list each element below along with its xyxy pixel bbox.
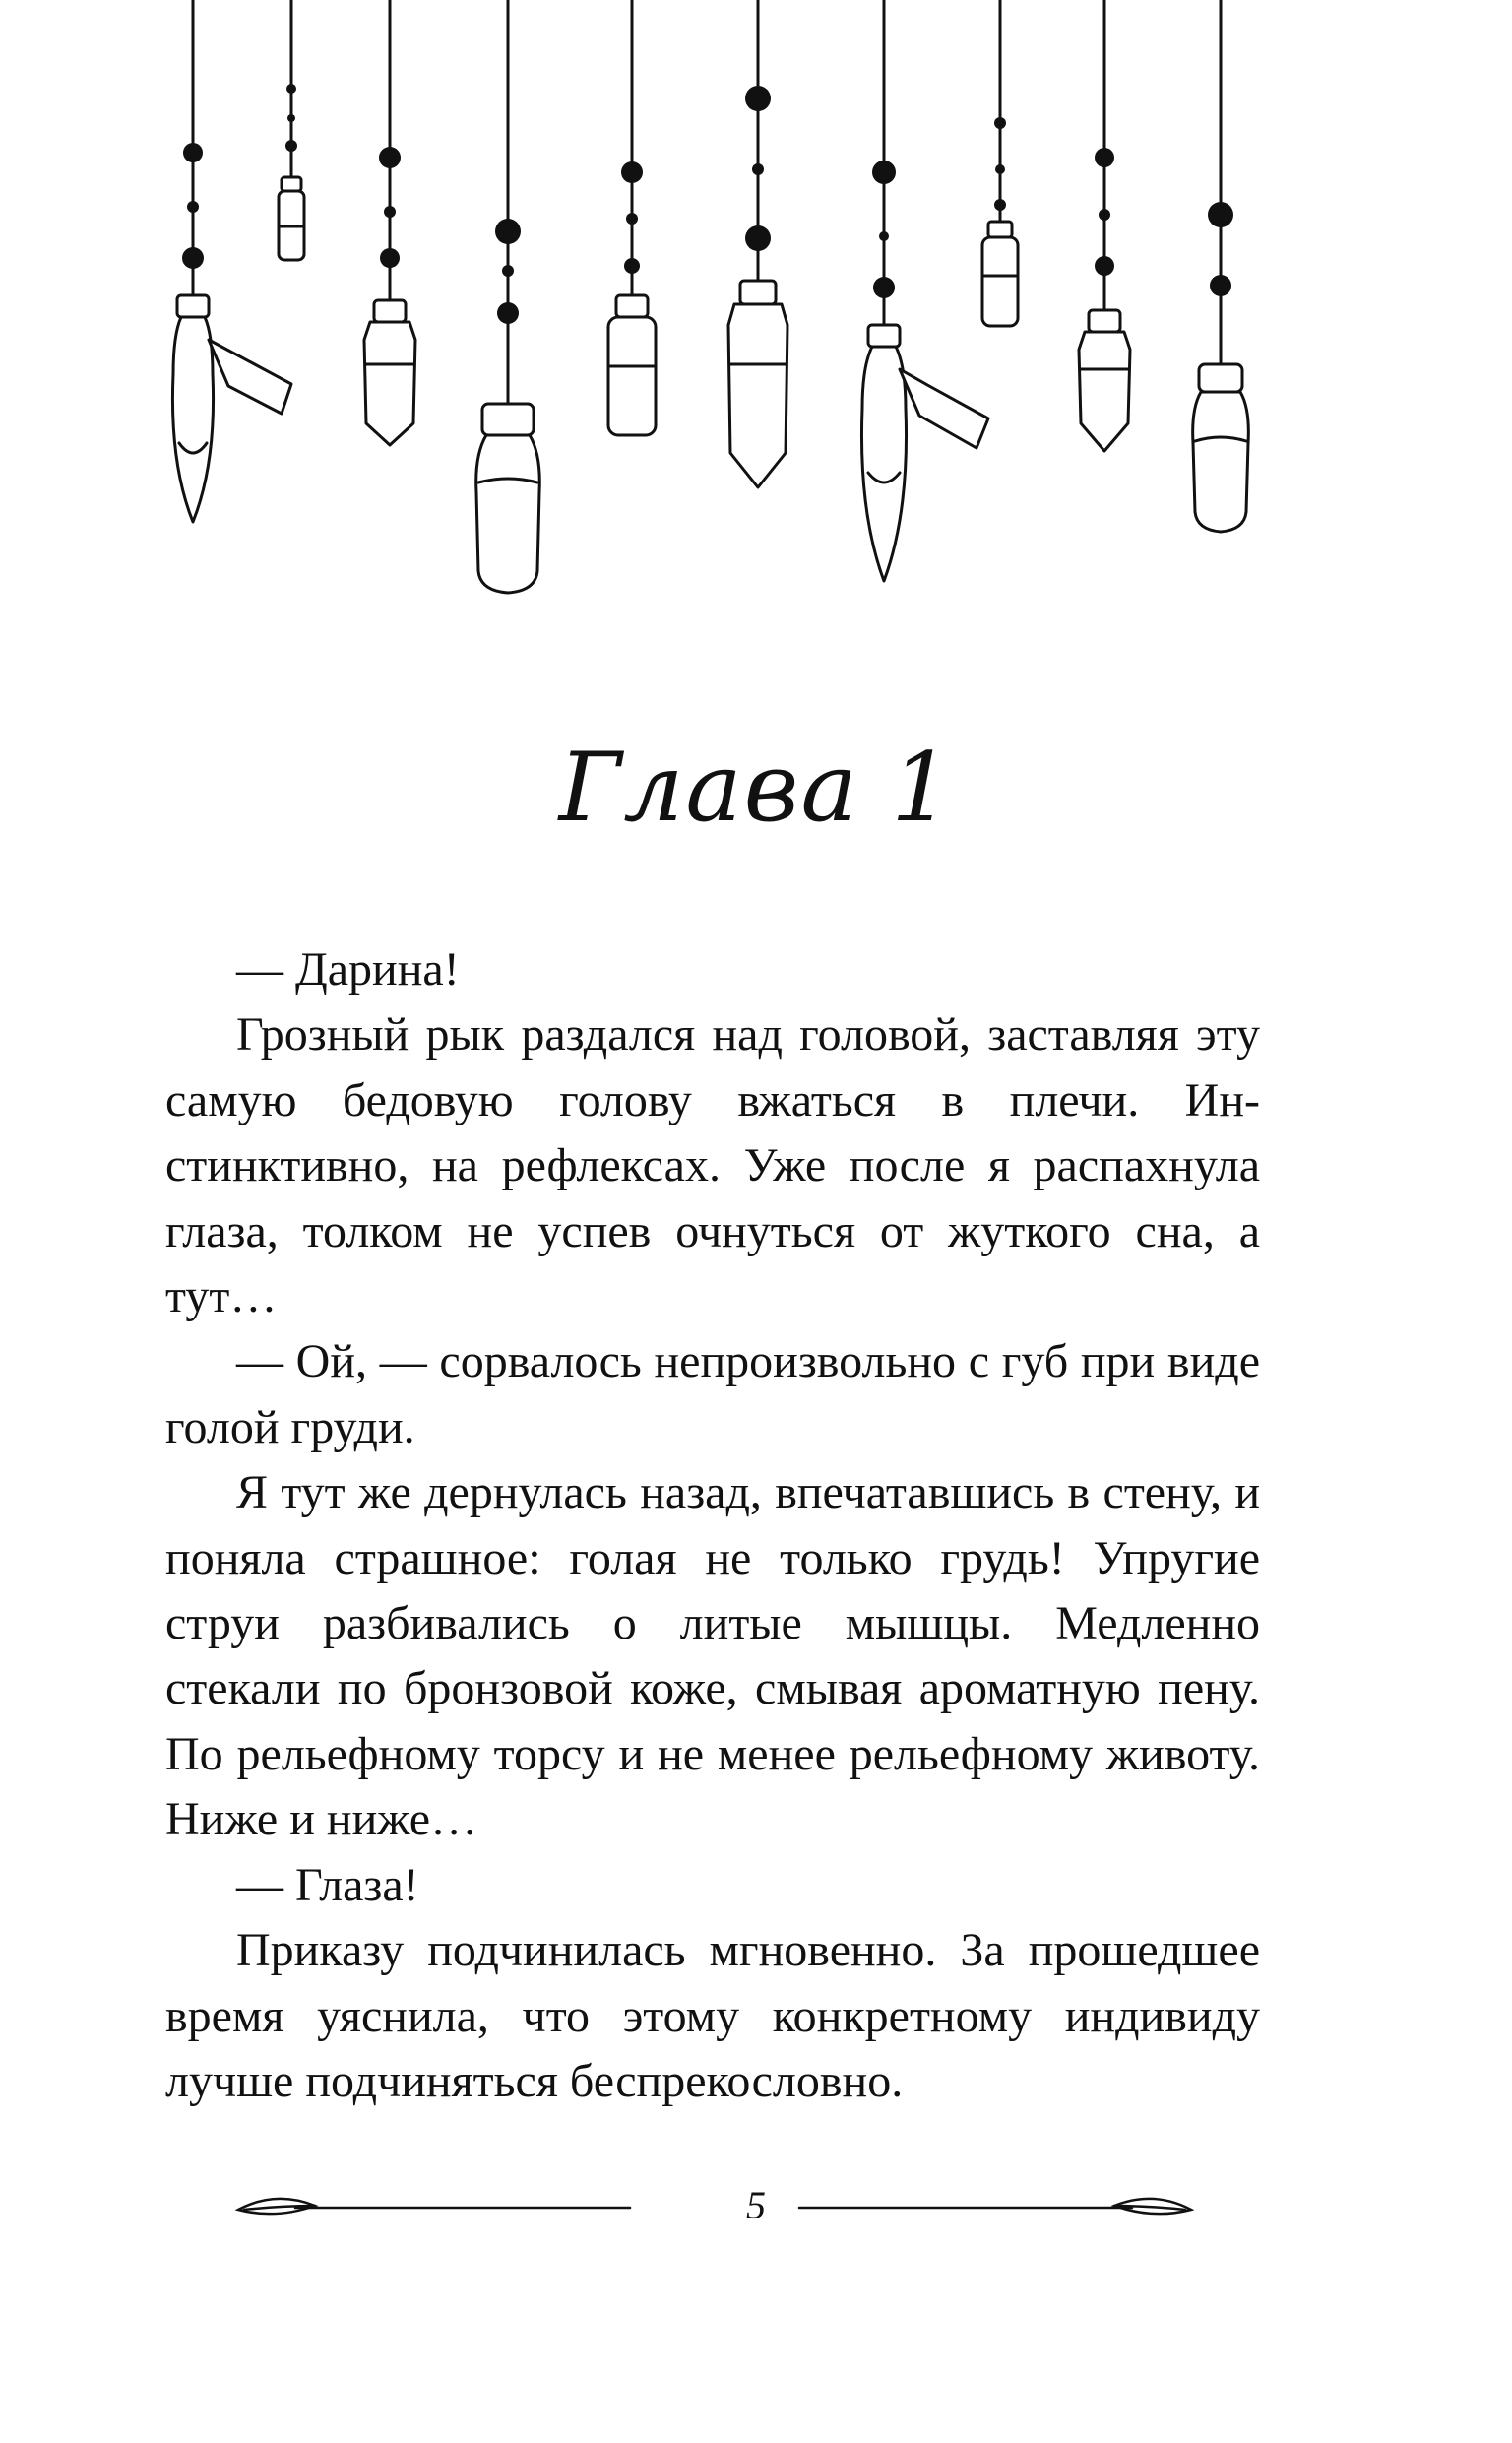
page-footer	[0, 2176, 1512, 2235]
paragraph: Я тут же дернулась назад, впечатавшись в стену, и поняла страшное: голая не только грудь! Упругие струи разбивались о литые мышцы. Медленно стекали по бронзовой коже, смывая ароматную пену. По рельефному торсу и не менее рельефному животу. Ниже и ниже…	[165, 1466, 1260, 1846]
hanging-bottles-illustration	[0, 0, 1512, 630]
paragraph: — Дарина!	[236, 943, 460, 996]
paragraph: Грозный рык раздался над головой, заставляя эту самую бедовую голову вжаться в плечи. Инстинктивно, на рефлексах. Уже после я распахнула глаза, толком не успев очнуться от жуткого сна, а тут…	[165, 1008, 1260, 1323]
paragraph: Приказу подчинилась мгновенно. За прошедшее время уяснила, что этому конкретному индивиду лучше подчиняться беспрекословно.	[165, 1924, 1260, 2107]
chapter-title: Глава 1	[558, 733, 954, 843]
paragraph: — Глаза!	[236, 1858, 419, 1911]
leaf-flourish-icon	[238, 2199, 630, 2214]
page-number: 5	[746, 2183, 766, 2227]
body-text	[165, 937, 1260, 2114]
leaf-flourish-icon	[799, 2199, 1191, 2214]
paragraph: — Ой, — сорвалось непроизвольно с губ при виде голой груди.	[165, 1335, 1260, 1453]
